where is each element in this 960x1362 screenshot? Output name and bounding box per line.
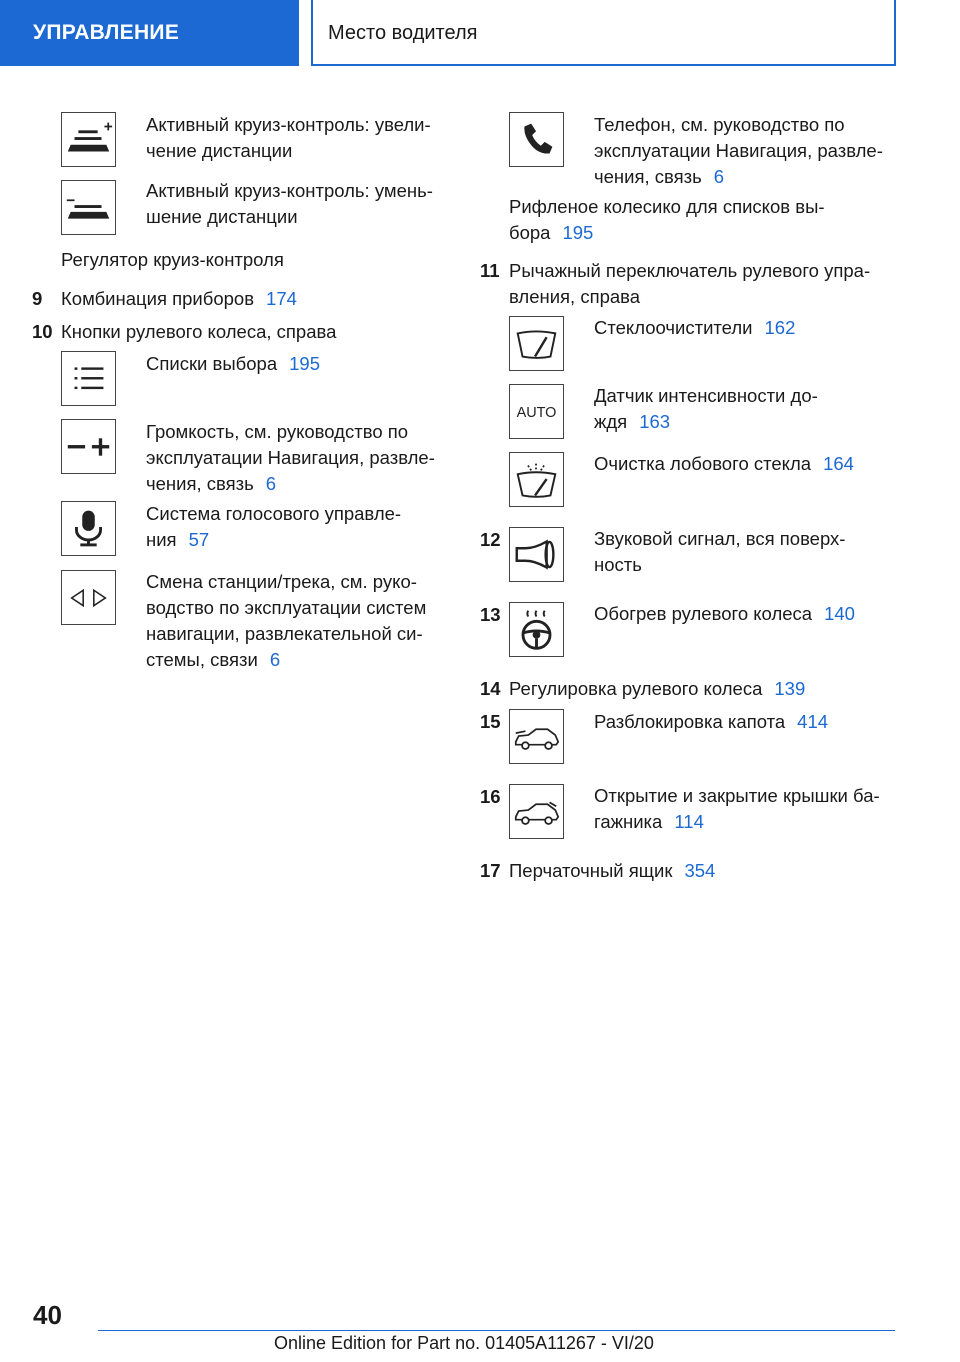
- rain-sensor-page-link[interactable]: 163: [639, 411, 671, 432]
- rain-sensor-entry: [594, 383, 818, 435]
- item-12-label: Звуковой сигнал, вся поверх- ность: [594, 528, 846, 575]
- wipers-page-link[interactable]: 162: [764, 317, 796, 338]
- voice-page-link[interactable]: 57: [188, 529, 210, 550]
- item-14-entry: [509, 676, 805, 702]
- wiper-icon: [509, 316, 564, 371]
- acc-distance-increase-icon: [61, 112, 116, 167]
- phone-page-link[interactable]: 6: [713, 166, 725, 187]
- acc-distance-decrease-icon: [61, 180, 116, 235]
- phone-icon: [509, 112, 564, 167]
- acc-increase-label: Активный круиз-контроль: увели- чение дистанции: [146, 114, 431, 161]
- thumbwheel-label: Рифленое колесико для списков вы- бора: [509, 196, 825, 243]
- item-9-number: 9: [32, 288, 43, 309]
- item-9-label: Комбинация приборов: [61, 288, 255, 309]
- section-title: УПРАВЛЕНИЕ: [0, 0, 299, 66]
- footer-divider: [98, 1330, 895, 1331]
- volume-minus-plus-icon: [61, 419, 116, 474]
- item-17-number: 17: [480, 860, 501, 881]
- item-16-number: 16: [480, 786, 501, 807]
- item-16-entry: [594, 783, 880, 835]
- volume-page-link[interactable]: 6: [265, 473, 277, 494]
- item-13-number: 13: [480, 604, 501, 625]
- thumbwheel-page-link[interactable]: 195: [562, 222, 594, 243]
- acc-decrease-label: Активный круиз-контроль: умень- шение дистанции: [146, 180, 433, 227]
- auto-icon-text: AUTO: [516, 404, 557, 421]
- item-17-entry: [509, 858, 715, 884]
- item-9: [61, 286, 297, 312]
- item-17-label: Перчаточный ящик: [509, 860, 673, 881]
- voice-entry: [146, 501, 401, 553]
- station-page-link[interactable]: 6: [269, 649, 281, 670]
- washer-page-link[interactable]: 164: [823, 453, 854, 474]
- item-10-label: Кнопки рулевого колеса, справа: [61, 321, 337, 342]
- item-13-page-link[interactable]: 140: [824, 603, 855, 624]
- item-14-label: Регулировка рулевого колеса: [509, 678, 763, 699]
- item-13-label: Обогрев рулевого колеса: [594, 603, 813, 624]
- windshield-washer-icon: [509, 452, 564, 507]
- lists-entry: [146, 351, 320, 377]
- item-11-label: Рычажный переключатель рулевого упра- вления, справа: [509, 260, 871, 307]
- page-number: 40: [33, 1300, 62, 1330]
- track-skip-arrows-icon: [61, 570, 116, 625]
- item-14-number: 14: [480, 678, 501, 699]
- horn-icon: [509, 527, 564, 582]
- list-icon: [61, 351, 116, 406]
- washer-entry: [594, 451, 854, 477]
- wipers-entry: [594, 315, 795, 341]
- item-9-page-link[interactable]: 174: [266, 288, 297, 309]
- item-16-label: Открытие и закрытие крышки ба- гажника: [594, 785, 880, 832]
- lists-page-link[interactable]: 195: [289, 353, 320, 374]
- item-15-label: Разблокировка капота: [594, 711, 786, 732]
- item-16-page-link[interactable]: 114: [674, 811, 704, 832]
- phone-label: Телефон, см. руководство по эксплуатации Навигация, развле- чения, связь: [594, 114, 883, 187]
- thumbwheel-entry: [509, 194, 825, 246]
- item-13-entry: [594, 601, 855, 627]
- heated-steering-wheel-icon: [509, 602, 564, 657]
- station-entry: [146, 569, 426, 673]
- chapter-title: Место водителя: [311, 0, 896, 66]
- wipers-label: Стеклоочистители: [594, 317, 753, 338]
- volume-label: Громкость, см. руководство по эксплуатации Навигация, развле- чения, связь: [146, 421, 435, 494]
- item-12-number: 12: [480, 529, 501, 550]
- cruise-regulator-label: Регулятор круиз-контроля: [61, 249, 284, 270]
- voice-label: Система голосового управле- ния: [146, 503, 402, 550]
- washer-label: Очистка лобового стекла: [594, 453, 812, 474]
- phone-entry: [594, 112, 883, 190]
- auto-rain-sensor-icon: [509, 384, 564, 439]
- item-17-page-link[interactable]: 354: [684, 860, 716, 881]
- trunk-lid-car-icon: [509, 784, 564, 839]
- item-15-page-link[interactable]: 414: [797, 711, 829, 732]
- item-15-entry: [594, 709, 828, 735]
- microphone-icon: [61, 501, 116, 556]
- volume-entry: [146, 419, 435, 497]
- station-label: Смена станции/трека, см. руко- водство по эксплуатации систем навигации, развлекательной си- стемы, связи: [146, 571, 427, 670]
- hood-release-car-icon: [509, 709, 564, 764]
- lists-label: Списки выбора: [146, 353, 278, 374]
- item-10-number: 10: [32, 321, 53, 342]
- item-11-number: 11: [480, 260, 500, 281]
- rain-sensor-label: Датчик интенсивности до- ждя: [594, 385, 818, 432]
- item-15-number: 15: [480, 711, 501, 732]
- edition-footer: Online Edition for Part no. 01405A11267 - VI/20: [274, 1333, 654, 1353]
- item-14-page-link[interactable]: 139: [774, 678, 806, 699]
